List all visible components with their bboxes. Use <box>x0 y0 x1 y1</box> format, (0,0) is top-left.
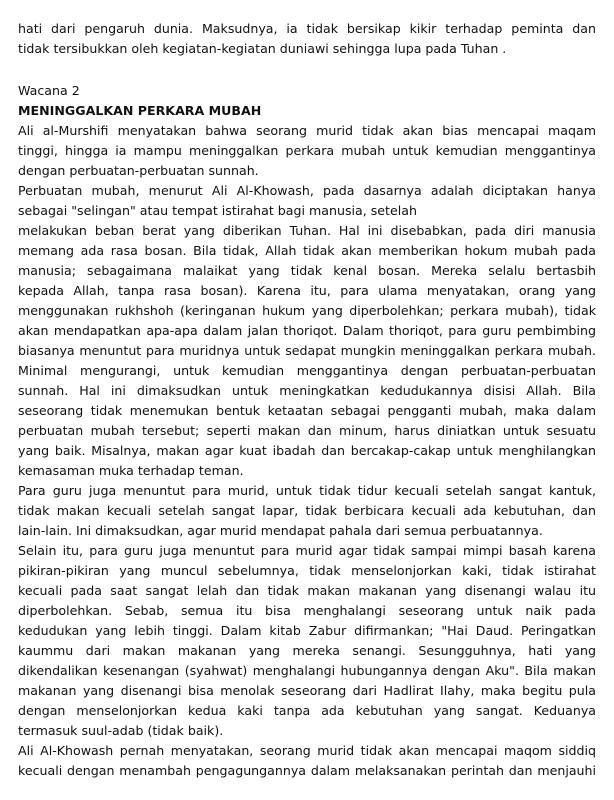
text-line: tidak makan kecuali setelah sangat lapar, tidak berbicara kecuali ada kebutuhan, dan <box>18 503 596 518</box>
text-line: pikiran-pikiran yang muncul sebelumnya, tidak menselonjorkan kaki, tidak istirahat <box>18 563 596 578</box>
text-line: seseorang tidak menemukan bentuk ketaatan sebagai pengganti mubah, maka dalam <box>18 403 596 418</box>
text-line: diperbolehkan. Sebab, semua itu bisa menghalangi seseorang untuk naik pada <box>18 603 596 618</box>
text-line: perbuatan mubah tersebut; seperti makan dan minum, harus diniatkan untuk sesuatu <box>18 423 596 438</box>
text-line: kemasaman muka terhadap teman. <box>18 463 244 478</box>
text-line: tinggi, hingga ia mampu meninggalkan perkara mubah untuk kemudian menggantinya <box>18 143 596 158</box>
text-line: Para guru juga menuntut para murid, untuk tidak tidur kecuali setelah sangat kantuk, <box>18 483 596 498</box>
text-line: Ali al-Murshifi menyatakan bahwa seorang murid tidak akan bias mencapai maqam <box>18 123 596 138</box>
section-heading: MENINGGALKAN PERKARA MUBAH <box>18 103 262 118</box>
text-line: memang ada rasa bosan. Bila tidak, Allah tidak akan memberikan hokum mubah pada <box>18 243 596 258</box>
text-line: manusia; sebagaimana malaikat yang tidak kenal bosan. Mereka selalu bertasbih <box>18 263 596 278</box>
text-line: Ali Al-Khowash pernah menyatakan, seorang murid tidak akan mencapai maqom siddiq <box>18 743 596 758</box>
text-line: menggunakan rukhshoh (keringanan hukum yang diperbolehkan; perkara mubah), tidak <box>18 303 596 318</box>
text-line: kecuali dengan menambah pengagungannya dalam melaksanakan perintah dan menjauhi <box>18 763 596 778</box>
text-line: kecuali pada saat sangat lelah dan tidak makan makanan yang disenangi walau itu <box>18 583 596 598</box>
text-line: Wacana 2 <box>18 83 80 98</box>
text-line: Minimal mengurangi, untuk kemudian menggantinya dengan perbuatan-perbuatan <box>18 363 596 378</box>
text-line: tidak tersibukkan oleh kegiatan-kegiatan duniawi sehingga lupa pada Tuhan . <box>18 41 507 56</box>
text-line: kepada Allah, tanpa rasa bosan). Karena itu, para ulama menyatakan, orang yang <box>18 283 596 298</box>
text-line: hati dari pengaruh dunia. Maksudnya, ia tidak bersikap kikir terhadap peminta dan <box>18 21 596 36</box>
text-line: akan mendapatkan apa-apa dalam jalan thoriqot. Dalam thoriqot, para guru pembimbing <box>18 323 596 338</box>
text-line: lain-lain. Ini dimaksudkan, agar murid mendapat pahala dari semua perbuatannya. <box>18 523 543 538</box>
text-line: kaummu dari makan makanan yang mereka senangi. Sesungguhnya, hati yang <box>18 643 596 658</box>
text-line: makanan yang disenangi bisa menolak seseorang dari Hadlirat Ilahy, maka begitu pula <box>18 683 596 698</box>
text-line: sebagai "selingan" atau tempat istirahat bagi manusia, setelah <box>18 203 417 218</box>
text-line: yang baik. Misalnya, makan agar kuat ibadah dan bercakap-cakap untuk menghilangkan <box>18 443 596 458</box>
paragraph-gap <box>18 59 596 81</box>
text-line: dengan perbuatan-perbuatan sunnah. <box>18 163 259 178</box>
text-line: kedudukan yang lebih tinggi. Dalam kitab Zabur difirmankan; "Hai Daud. Peringatkan <box>18 623 596 638</box>
text-line: biasanya menuntut para muridnya untuk sedapat mungkin meninggalkan perkara mubah. <box>18 343 596 358</box>
text-line: dikendalikan kesenangan (syahwat) menghalangi hubungannya dengan Aku". Bila makan <box>18 663 596 678</box>
text-line: sunnah. Hal ini dimaksudkan untuk meningkatkan kedudukannya disisi Allah. Bila <box>18 383 596 398</box>
text-line: termasuk suul-adab (tidak baik). <box>18 723 224 738</box>
text-line: Selain itu, para guru juga menuntut para murid agar tidak sampai mimpi basah karena <box>18 543 596 558</box>
text-line: Perbuatan mubah, menurut Ali Al-Khowash, pada dasarnya adalah diciptakan hanya <box>18 183 596 198</box>
text-line: melakukan beban berat yang diberikan Tuhan. Hal ini disebabkan, pada diri manusia <box>18 223 596 238</box>
text-line: dengan menselonjorkan kedua kaki tanpa ada kebutuhan yang sangat. Keduanya <box>18 703 596 718</box>
